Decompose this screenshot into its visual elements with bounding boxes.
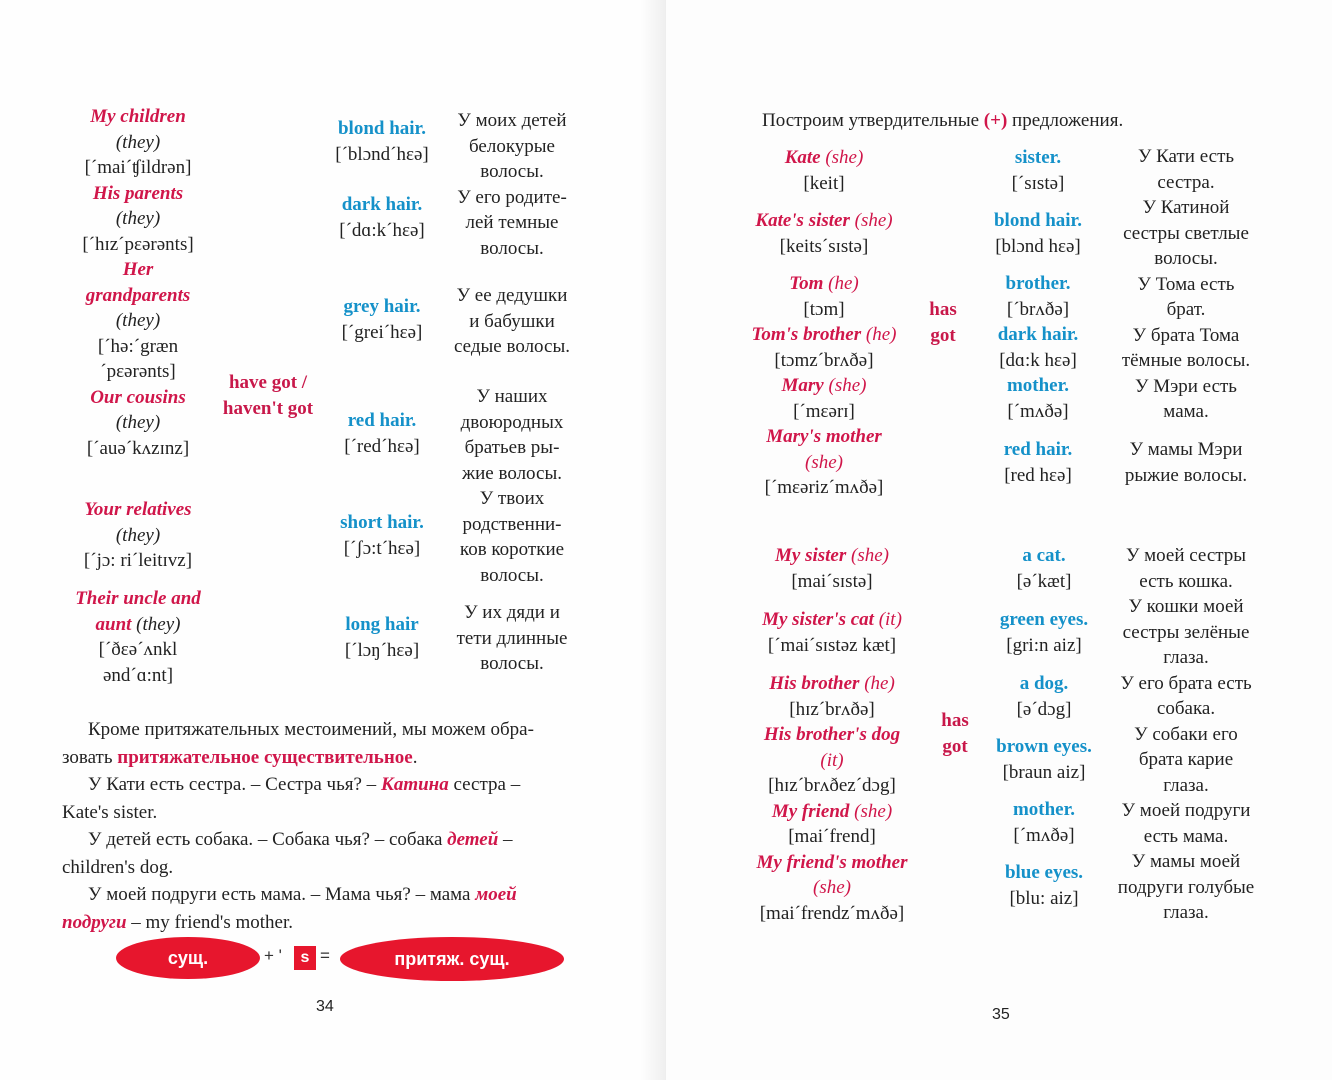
object-cell [318,510,446,561]
object-word: blond hair. [337,118,426,139]
para-text: сестра – [448,774,521,795]
object-ipa: [əˊkæt] [1016,570,1072,592]
object-ipa: [gri:n aiz] [1006,634,1082,656]
subject-name: Your relatives [84,499,192,520]
translation-line: рыжие волосы. [1124,464,1248,486]
para-text: зовать [62,746,118,768]
para-text: У детей есть собака. – Собака чья? – собака [88,829,448,850]
object-ipa: [ˊlɔŋˊhεə] [344,639,420,661]
subject-pronoun: (they) [115,208,161,229]
verb-line: haven't got [222,397,314,419]
object-word: dark hair. [997,324,1079,345]
subject-ipa: [maiˊfrendzˊmʌðə] [759,902,905,924]
translation-cell [442,600,582,677]
para-line [62,716,592,744]
object-cell [318,192,446,243]
translation-line: лей темные [465,212,559,233]
object-word: long hair [345,614,419,635]
translation-line: тёмные волосы. [1121,350,1251,371]
translation-line: собака. [1156,698,1216,719]
translation-line: глаза. [1163,774,1209,796]
verb-has-got [930,708,980,759]
subject-pronoun: (they) [136,613,181,635]
subject-name: Her [122,259,154,280]
object-cell [976,145,1100,196]
object-cell [976,271,1100,424]
subject-cell [58,104,218,461]
verb-line: got [942,735,968,757]
translation-cell [1102,144,1270,425]
para-text: – [498,829,513,850]
translation-cell [1102,543,1270,926]
subject-ipa: [ˊmaiˊsɪstəz kæt] [767,634,897,656]
subject-ipa: [ˊjɔ: riˊleitɪvz] [83,550,193,571]
subject-ipa: [keitsˊsɪstə] [779,235,869,257]
subject-name: Their uncle and [75,588,201,609]
subject-ipa: [maiˊsɪstə] [791,570,873,592]
para-text: – my friend's mother. [126,911,293,933]
para-text: У моей подруги есть мама. – Мама чья? – мама [88,884,476,905]
subject-cell [732,271,916,501]
subject-ipa: əndˊɑ:nt] [102,664,174,686]
object-cell [976,208,1100,259]
para-line [62,854,592,882]
object-word: mother. [1012,799,1076,820]
subject-pronoun: (he) [823,273,859,294]
subject-pronoun: (they) [115,412,161,433]
subject-pronoun: (it) [820,749,844,771]
s-box: s [294,946,316,970]
subject-ipa: [tɔm] [803,298,845,320]
subject-name: His brother's dog [763,724,901,745]
object-word: a dog. [1019,673,1069,694]
object-word: short hair. [340,512,424,533]
translation-line: братьев ры- [464,437,560,458]
subject-pronoun: (she) [849,800,893,822]
translation-line: У твоих [479,488,545,509]
subject-pronoun: (she) [849,210,893,231]
intro-line [762,108,1123,134]
translation-line: волосы. [480,237,544,259]
para-highlight: подруги [62,911,127,933]
object-cell [980,734,1108,785]
object-word: red hair. [347,410,417,431]
subject-ipa: [ˊmaiˊʧildrən] [84,157,192,178]
translation-line: У собаки его [1134,723,1238,745]
subject-ipa: [ˊðεəˊʌnkl [98,639,178,660]
subject-ipa: [ˊauəˊkʌzɪnz] [86,437,190,459]
object-ipa: [braun aiz] [1002,761,1086,783]
translation-line: У моих детей [457,110,567,131]
translation-line: брата карие [1138,749,1234,770]
explanation-paragraph [62,716,592,936]
translation-line: тети длинные [456,627,568,649]
translation-line: глаза. [1163,647,1209,668]
equals-sign: = [320,946,330,965]
object-word: brother. [1005,273,1071,294]
subject-pronoun: (he) [861,324,897,345]
para-highlight: притяжательное существительное [117,746,413,768]
translation-line: У его родите- [457,186,567,208]
translation-line: сестры зелёные [1122,621,1250,643]
object-cell [318,612,446,663]
subject-name: Tom [789,273,824,294]
object-ipa: [ˊdɑ:kˊhεə] [339,219,425,241]
object-word: brown eyes. [996,736,1092,757]
para-text: . [412,746,418,768]
subject-pronoun: (she) [823,375,867,396]
subject-cell [58,586,218,688]
translation-cell [442,384,582,588]
para-text: Кроме притяжательных местоимений, мы можем обра- [88,719,534,740]
translation-line: волосы. [480,564,544,586]
translation-line: У Катиной [1142,197,1230,218]
object-ipa: [blɔnd hεə] [995,235,1081,257]
subject-cell [732,543,932,594]
intro-text: Построим утвердительные [762,110,984,131]
subject-cell [58,497,218,574]
para-text: Kate's sister. [62,801,158,823]
subject-name: My children [90,106,186,127]
subject-ipa: [tɔmzˊbrʌðə] [774,349,874,371]
translation-line: есть мама. [1143,825,1229,847]
translation-line: У Кати есть [1137,146,1235,167]
noun-oval: сущ. [116,937,260,979]
object-ipa: [ˊblɔndˊhεə] [335,143,429,165]
para-line [62,881,592,909]
object-ipa: [ˊmʌðə] [1013,824,1075,846]
object-word: grey hair. [343,296,421,317]
page-number-left: 34 [316,998,334,1015]
subject-pronoun: (they) [115,310,161,331]
page-number-right: 35 [992,1006,1010,1023]
subject-pronoun: (they) [115,131,161,153]
intro-plus: (+) [983,110,1008,131]
subject-ipa: [keit] [803,172,845,194]
para-line [62,909,592,937]
object-cell [318,408,446,459]
object-word: mother. [1006,375,1070,396]
object-ipa: [blu: aiz] [1009,887,1079,909]
object-word: red hair. [1003,439,1073,460]
object-cell [980,543,1108,594]
translation-line: У моей подруги [1121,800,1251,821]
subject-pronoun: (she) [805,451,843,473]
subject-ipa: [ˊhɪzˊpɛərənts] [82,233,194,255]
plus-apostrophe: + ' [264,946,282,965]
verb-line: got [930,324,956,346]
translation-line: волосы. [480,653,544,674]
subject-name: Kate's sister [755,210,850,231]
subject-cell [732,145,916,196]
verb-line: has [929,299,957,320]
subject-name: My sister [775,545,847,566]
subject-name: Mary's mother [766,426,882,447]
para-highlight: Катина [380,774,449,795]
para-highlight: детей [447,829,499,850]
subject-cell [732,607,932,658]
translation-line: волосы. [480,161,544,182]
subject-ipa: [maiˊfrend] [788,826,876,847]
object-ipa: [əˊdɔg] [1016,698,1072,720]
translation-line: сестры светлые [1123,222,1249,244]
subject-name: Tom's brother [751,324,862,345]
object-ipa: [ˊmʌðə] [1007,400,1069,422]
translation-line: У ее дедушки [456,285,568,306]
subject-cell [732,671,932,926]
subject-name: Mary [781,375,824,396]
subject-name: His parents [92,182,184,204]
object-word: blue eyes. [1004,862,1084,883]
translation-line: есть кошка. [1139,570,1233,592]
para-line [62,826,592,854]
object-word: sister. [1014,147,1062,168]
object-ipa: [ˊʃɔ:tˊhεə] [343,537,421,559]
object-cell [980,607,1108,658]
translation-line: седые волосы. [454,336,570,357]
subject-pronoun: (she) [820,147,864,168]
object-word: dark hair. [341,194,423,215]
para-text: children's dog. [62,856,174,878]
translation-cell [1102,437,1270,488]
subject-pronoun: (he) [859,673,895,694]
translation-line: жие волосы. [462,462,562,484]
translation-line: У мамы моей [1131,851,1241,872]
verb-line: has [941,710,969,731]
subject-pronoun: (it) [873,609,902,630]
object-ipa: [ˊbrʌðə] [1006,298,1070,320]
subject-name: My friend's mother [756,851,908,873]
translation-line: У его брата есть [1120,672,1252,694]
object-cell [318,116,446,167]
verb-line: have got / [228,372,308,393]
object-ipa: [ˊgreiˊhεə] [341,321,423,343]
subject-name: My sister's cat [762,609,874,630]
translation-line: У кошки моей [1128,596,1244,617]
object-cell [980,797,1108,848]
subject-pronoun: (they) [115,524,161,546]
object-cell [318,294,446,345]
translation-line: глаза. [1163,902,1209,923]
subject-ipa: [hɪzˊbrʌðezˊdɔg] [768,775,896,796]
translation-line: двоюродных [460,411,564,433]
translation-line: У мамы Мэри [1129,439,1243,460]
subject-cell [732,208,916,259]
translation-line: У их дяди и [464,602,560,623]
translation-line: У моей сестры [1125,545,1247,566]
subject-pronoun: (she) [846,545,889,566]
subject-ipa: ˊpɛərənts] [100,361,176,382]
object-cell [980,860,1108,911]
translation-line: У Тома есть [1137,273,1235,295]
translation-line: У Мэри есть [1135,375,1237,397]
object-cell [976,437,1100,488]
possessive-noun-oval: притяж. сущ. [340,937,564,981]
subject-name: aunt [95,613,132,635]
subject-ipa: [ˊmεərizˊmʌðə] [764,477,884,498]
subject-ipa: [ˊhə:ˊgræn [97,335,179,357]
para-line [62,744,592,772]
translation-line: мама. [1163,401,1209,422]
subject-name: Our cousins [90,386,186,408]
translation-line: и бабушки [469,310,555,332]
translation-cell [442,283,582,360]
object-cell [980,671,1108,722]
object-ipa: [dɑ:k hεə] [999,349,1077,371]
subject-name: grandparents [85,284,191,306]
subject-pronoun: (she) [813,877,851,898]
translation-line: сестра. [1157,171,1215,193]
intro-text: предложения. [1007,110,1124,131]
subject-name: His brother [769,673,860,694]
object-word: a cat. [1022,545,1066,566]
para-text: У Кати есть сестра. – Сестра чья? – [88,774,381,795]
para-line [62,799,592,827]
object-ipa: [red hεə] [1004,464,1072,486]
subject-ipa: [ˊmεərɪ] [793,400,855,422]
object-ipa: [ˊsɪstə] [1011,172,1065,194]
translation-line: белокурые [469,135,555,157]
translation-cell [442,108,582,261]
right-page [666,0,1332,1080]
translation-line: брат. [1166,299,1206,320]
subject-ipa: [hɪzˊbrʌðə] [789,698,875,720]
translation-line: родственни- [462,513,562,535]
subject-name: My friend [771,800,850,822]
object-ipa: [ˊredˊhεə] [344,435,420,457]
object-word: green eyes. [999,609,1089,630]
translation-line: У наших [476,386,548,407]
verb-have-got [212,370,324,421]
translation-line: ков короткие [459,539,565,560]
verb-has-got [918,297,968,348]
para-highlight: моей [475,884,517,905]
subject-name: Kate [784,147,821,168]
para-line [62,771,592,799]
object-word: blond hair. [993,210,1082,231]
translation-line: У брата Тома [1132,324,1240,346]
translation-line: волосы. [1154,248,1218,269]
translation-line: подруги голубые [1117,876,1255,898]
